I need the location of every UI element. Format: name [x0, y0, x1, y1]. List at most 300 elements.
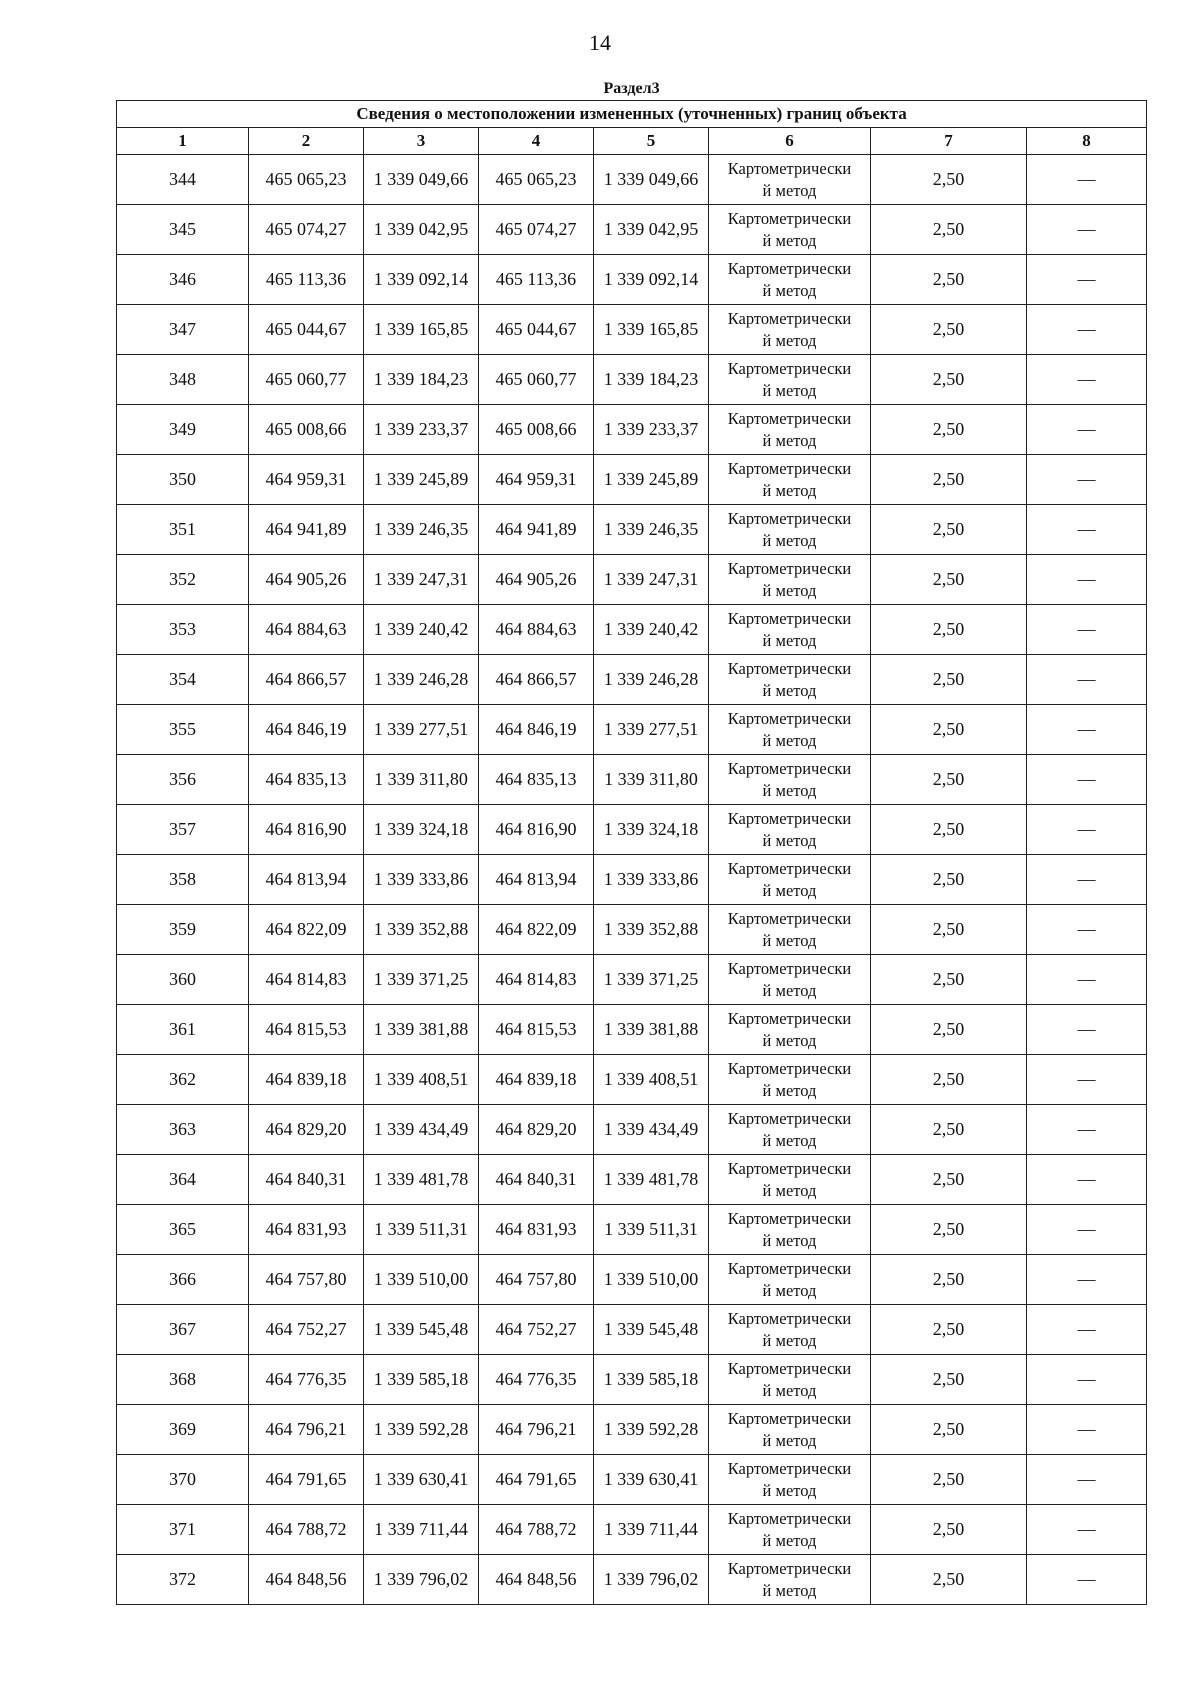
- coordinate-cell: 1 339 333,86: [364, 855, 479, 905]
- method-text-line: й метод: [762, 330, 817, 350]
- coordinate-cell: 1 339 511,31: [364, 1205, 479, 1255]
- empty-mark-cell: —: [1027, 555, 1147, 605]
- coordinate-cell: 1 339 324,18: [594, 805, 709, 855]
- method-cell: [709, 655, 871, 705]
- empty-mark-cell: —: [1027, 605, 1147, 655]
- coordinate-cell: 464 835,13: [479, 755, 594, 805]
- coordinate-cell: 464 840,31: [479, 1155, 594, 1205]
- coordinate-cell: 1 339 510,00: [594, 1255, 709, 1305]
- method-text-line: Картометрически: [727, 758, 852, 778]
- coordinate-cell: 1 339 240,42: [594, 605, 709, 655]
- accuracy-cell: 2,50: [871, 1155, 1027, 1205]
- column-number: 5: [594, 128, 709, 155]
- table-row: [117, 855, 1147, 905]
- table-row: [117, 1055, 1147, 1105]
- coordinate-cell: 1 339 711,44: [364, 1505, 479, 1555]
- table-row: [117, 1005, 1147, 1055]
- empty-mark-cell: —: [1027, 1005, 1147, 1055]
- method-text-line: й метод: [762, 1080, 817, 1100]
- method-text-line: й метод: [762, 380, 817, 400]
- coordinate-cell: 465 044,67: [479, 305, 594, 355]
- method-text-line: Картометрически: [727, 158, 852, 178]
- method-text-line: й метод: [762, 980, 817, 1000]
- coordinate-cell: 1 339 049,66: [364, 155, 479, 205]
- method-text-line: Картометрически: [727, 958, 852, 978]
- method-text-line: й метод: [762, 780, 817, 800]
- accuracy-cell: 2,50: [871, 1055, 1027, 1105]
- coordinate-cell: 465 008,66: [479, 405, 594, 455]
- coordinate-cell: 464 839,18: [249, 1055, 364, 1105]
- coordinate-cell: 1 339 184,23: [594, 355, 709, 405]
- coordinate-cell: 1 339 511,31: [594, 1205, 709, 1255]
- column-number: 7: [871, 128, 1027, 155]
- accuracy-cell: 2,50: [871, 505, 1027, 555]
- accuracy-cell: 2,50: [871, 955, 1027, 1005]
- coordinate-cell: 1 339 277,51: [594, 705, 709, 755]
- coordinate-cell: 1 339 049,66: [594, 155, 709, 205]
- empty-mark-cell: —: [1027, 955, 1147, 1005]
- coordinate-cell: 1 339 245,89: [594, 455, 709, 505]
- accuracy-cell: 2,50: [871, 155, 1027, 205]
- coordinate-cell: 1 339 408,51: [594, 1055, 709, 1105]
- coordinate-cell: 464 815,53: [249, 1005, 364, 1055]
- method-text-line: й метод: [762, 480, 817, 500]
- coordinate-cell: 464 835,13: [249, 755, 364, 805]
- accuracy-cell: 2,50: [871, 605, 1027, 655]
- method-cell: [709, 1305, 871, 1355]
- coordinate-cell: 465 060,77: [479, 355, 594, 405]
- method-cell: [709, 205, 871, 255]
- method-text-line: Картометрически: [727, 1558, 852, 1578]
- coordinate-cell: 1 339 246,28: [364, 655, 479, 705]
- coordinate-cell: 1 339 324,18: [364, 805, 479, 855]
- coordinate-cell: 464 815,53: [479, 1005, 594, 1055]
- accuracy-cell: 2,50: [871, 1355, 1027, 1405]
- method-text-line: й метод: [762, 680, 817, 700]
- table-row: [117, 905, 1147, 955]
- method-text-line: й метод: [762, 530, 817, 550]
- coordinate-cell: 1 339 240,42: [364, 605, 479, 655]
- method-text-line: Картометрически: [727, 308, 852, 328]
- accuracy-cell: 2,50: [871, 255, 1027, 305]
- coordinate-cell: 464 848,56: [249, 1555, 364, 1605]
- coordinate-cell: 464 822,09: [249, 905, 364, 955]
- table-row: [117, 605, 1147, 655]
- table-row: [117, 1205, 1147, 1255]
- coordinate-cell: 464 831,93: [249, 1205, 364, 1255]
- coordinate-cell: 464 866,57: [249, 655, 364, 705]
- point-number-cell: 366: [117, 1255, 249, 1305]
- coordinate-cell: 464 776,35: [479, 1355, 594, 1405]
- method-text-line: Картометрически: [727, 558, 852, 578]
- coordinate-cell: 464 816,90: [479, 805, 594, 855]
- coordinate-cell: 1 339 371,25: [364, 955, 479, 1005]
- point-number-cell: 345: [117, 205, 249, 255]
- accuracy-cell: 2,50: [871, 555, 1027, 605]
- coordinate-cell: 464 829,20: [479, 1105, 594, 1155]
- coordinate-cell: 1 339 434,49: [594, 1105, 709, 1155]
- method-cell: [709, 155, 871, 205]
- point-number-cell: 346: [117, 255, 249, 305]
- coordinate-cell: 1 339 592,28: [594, 1405, 709, 1455]
- method-cell: [709, 255, 871, 305]
- coordinate-cell: 1 339 352,88: [594, 905, 709, 955]
- method-cell: [709, 1555, 871, 1605]
- empty-mark-cell: —: [1027, 1305, 1147, 1355]
- coordinate-cell: 1 339 165,85: [594, 305, 709, 355]
- coordinate-cell: 1 339 042,95: [594, 205, 709, 255]
- coordinate-cell: 1 339 434,49: [364, 1105, 479, 1155]
- coordinate-cell: 464 959,31: [249, 455, 364, 505]
- coordinate-cell: 464 813,94: [479, 855, 594, 905]
- method-text-line: Картометрически: [727, 1108, 852, 1128]
- method-cell: [709, 555, 871, 605]
- accuracy-cell: 2,50: [871, 1555, 1027, 1605]
- column-number-row: [117, 128, 1147, 155]
- coordinate-cell: 1 339 247,31: [594, 555, 709, 605]
- table-row: [117, 955, 1147, 1005]
- empty-mark-cell: —: [1027, 1555, 1147, 1605]
- table-row: [117, 155, 1147, 205]
- point-number-cell: 353: [117, 605, 249, 655]
- method-text-line: Картометрически: [727, 1158, 852, 1178]
- method-text-line: й метод: [762, 230, 817, 250]
- coordinate-cell: 464 905,26: [479, 555, 594, 605]
- coordinate-cell: 464 788,72: [249, 1505, 364, 1555]
- empty-mark-cell: —: [1027, 505, 1147, 555]
- point-number-cell: 355: [117, 705, 249, 755]
- empty-mark-cell: —: [1027, 1355, 1147, 1405]
- coordinate-cell: 1 339 381,88: [364, 1005, 479, 1055]
- point-number-cell: 351: [117, 505, 249, 555]
- empty-mark-cell: —: [1027, 1055, 1147, 1105]
- point-number-cell: 370: [117, 1455, 249, 1505]
- method-text-line: й метод: [762, 630, 817, 650]
- coordinate-cell: 1 339 592,28: [364, 1405, 479, 1455]
- coordinate-cell: 1 339 333,86: [594, 855, 709, 905]
- table-row: [117, 1155, 1147, 1205]
- empty-mark-cell: —: [1027, 755, 1147, 805]
- empty-mark-cell: —: [1027, 405, 1147, 455]
- method-text-line: Картометрически: [727, 908, 852, 928]
- method-text-line: Картометрически: [727, 358, 852, 378]
- empty-mark-cell: —: [1027, 1255, 1147, 1305]
- point-number-cell: 348: [117, 355, 249, 405]
- empty-mark-cell: —: [1027, 905, 1147, 955]
- table-row: [117, 255, 1147, 305]
- table-row: [117, 755, 1147, 805]
- column-number: 2: [249, 128, 364, 155]
- accuracy-cell: 2,50: [871, 355, 1027, 405]
- method-cell: [709, 905, 871, 955]
- point-number-cell: 344: [117, 155, 249, 205]
- empty-mark-cell: —: [1027, 255, 1147, 305]
- accuracy-cell: 2,50: [871, 205, 1027, 255]
- column-number: 4: [479, 128, 594, 155]
- method-cell: [709, 305, 871, 355]
- table-row: [117, 1305, 1147, 1355]
- empty-mark-cell: —: [1027, 205, 1147, 255]
- empty-mark-cell: —: [1027, 455, 1147, 505]
- table-row: [117, 205, 1147, 255]
- coordinate-cell: 1 339 585,18: [594, 1355, 709, 1405]
- method-cell: [709, 1105, 871, 1155]
- method-text-line: Картометрически: [727, 1308, 852, 1328]
- coordinate-cell: 1 339 165,85: [364, 305, 479, 355]
- coordinate-cell: 1 339 371,25: [594, 955, 709, 1005]
- table-row: [117, 555, 1147, 605]
- table-row: [117, 405, 1147, 455]
- point-number-cell: 350: [117, 455, 249, 505]
- coordinate-cell: 464 846,19: [479, 705, 594, 755]
- coordinate-cell: 1 339 510,00: [364, 1255, 479, 1305]
- column-number: 1: [117, 128, 249, 155]
- empty-mark-cell: —: [1027, 705, 1147, 755]
- coordinate-cell: 1 339 545,48: [594, 1305, 709, 1355]
- table-row: [117, 1255, 1147, 1305]
- method-text-line: й метод: [762, 1530, 817, 1550]
- column-number: 3: [364, 128, 479, 155]
- point-number-cell: 356: [117, 755, 249, 805]
- coordinate-cell: 1 339 246,35: [364, 505, 479, 555]
- method-cell: [709, 755, 871, 805]
- method-text-line: Картометрически: [727, 258, 852, 278]
- method-text-line: й метод: [762, 830, 817, 850]
- table-row: [117, 455, 1147, 505]
- accuracy-cell: 2,50: [871, 905, 1027, 955]
- method-text-line: Картометрически: [727, 1208, 852, 1228]
- table-row: [117, 1555, 1147, 1605]
- table-row: [117, 355, 1147, 405]
- coordinate-cell: 1 339 711,44: [594, 1505, 709, 1555]
- coordinate-cell: 465 074,27: [479, 205, 594, 255]
- empty-mark-cell: —: [1027, 805, 1147, 855]
- method-text-line: Картометрически: [727, 1008, 852, 1028]
- method-text-line: й метод: [762, 580, 817, 600]
- point-number-cell: 369: [117, 1405, 249, 1455]
- method-cell: [709, 505, 871, 555]
- coordinate-cell: 464 866,57: [479, 655, 594, 705]
- point-number-cell: 362: [117, 1055, 249, 1105]
- method-text-line: й метод: [762, 1180, 817, 1200]
- method-text-line: й метод: [762, 1230, 817, 1250]
- table-body: [117, 155, 1147, 1605]
- accuracy-cell: 2,50: [871, 755, 1027, 805]
- method-text-line: Картометрически: [727, 208, 852, 228]
- section-title: Раздел3: [603, 80, 660, 97]
- coordinate-cell: 464 822,09: [479, 905, 594, 955]
- coordinate-cell: 1 339 545,48: [364, 1305, 479, 1355]
- coordinate-cell: 1 339 245,89: [364, 455, 479, 505]
- method-text-line: й метод: [762, 930, 817, 950]
- coordinate-cell: 1 339 381,88: [594, 1005, 709, 1055]
- document-sheet: [116, 78, 1146, 1605]
- coordinate-cell: 465 074,27: [249, 205, 364, 255]
- coordinate-cell: 464 846,19: [249, 705, 364, 755]
- empty-mark-cell: —: [1027, 655, 1147, 705]
- coordinate-cell: 1 339 246,35: [594, 505, 709, 555]
- method-text-line: Картометрически: [727, 408, 852, 428]
- column-number: 8: [1027, 128, 1147, 155]
- point-number-cell: 361: [117, 1005, 249, 1055]
- accuracy-cell: 2,50: [871, 1105, 1027, 1155]
- table-row: [117, 1405, 1147, 1455]
- coordinate-cell: 464 813,94: [249, 855, 364, 905]
- coordinate-cell: 464 831,93: [479, 1205, 594, 1255]
- method-cell: [709, 605, 871, 655]
- point-number-cell: 349: [117, 405, 249, 455]
- method-text-line: Картометрически: [727, 1358, 852, 1378]
- coordinate-cell: 464 905,26: [249, 555, 364, 605]
- accuracy-cell: 2,50: [871, 805, 1027, 855]
- coordinate-cell: 1 339 796,02: [364, 1555, 479, 1605]
- coordinate-cell: 464 816,90: [249, 805, 364, 855]
- method-cell: [709, 855, 871, 905]
- coordinate-cell: 465 008,66: [249, 405, 364, 455]
- method-text-line: Картометрически: [727, 458, 852, 478]
- method-cell: [709, 405, 871, 455]
- point-number-cell: 364: [117, 1155, 249, 1205]
- point-number-cell: 352: [117, 555, 249, 605]
- coordinate-cell: 1 339 092,14: [594, 255, 709, 305]
- coordinate-cell: 1 339 233,37: [594, 405, 709, 455]
- point-number-cell: 365: [117, 1205, 249, 1255]
- empty-mark-cell: —: [1027, 1405, 1147, 1455]
- coordinate-cell: 1 339 277,51: [364, 705, 479, 755]
- coordinate-cell: 465 060,77: [249, 355, 364, 405]
- method-text-line: й метод: [762, 430, 817, 450]
- method-text-line: Картометрически: [727, 608, 852, 628]
- accuracy-cell: 2,50: [871, 405, 1027, 455]
- method-cell: [709, 1005, 871, 1055]
- accuracy-cell: 2,50: [871, 1455, 1027, 1505]
- coordinate-cell: 464 796,21: [249, 1405, 364, 1455]
- coordinate-cell: 465 065,23: [479, 155, 594, 205]
- point-number-cell: 372: [117, 1555, 249, 1605]
- method-text-line: Картометрически: [727, 508, 852, 528]
- coordinate-cell: 1 339 408,51: [364, 1055, 479, 1105]
- method-text-line: й метод: [762, 1580, 817, 1600]
- coordinate-cell: 464 959,31: [479, 455, 594, 505]
- page-number: 14: [589, 30, 611, 55]
- point-number-cell: 367: [117, 1305, 249, 1355]
- point-number-cell: 354: [117, 655, 249, 705]
- method-text-line: Картометрически: [727, 1258, 852, 1278]
- coordinate-cell: 464 788,72: [479, 1505, 594, 1555]
- method-text-line: й метод: [762, 1480, 817, 1500]
- accuracy-cell: 2,50: [871, 1305, 1027, 1355]
- coordinate-cell: 1 339 481,78: [364, 1155, 479, 1205]
- table-row: [117, 1105, 1147, 1155]
- coordinate-cell: 1 339 184,23: [364, 355, 479, 405]
- point-number-cell: 368: [117, 1355, 249, 1405]
- method-text-line: Картометрически: [727, 1058, 852, 1078]
- method-text-line: й метод: [762, 1330, 817, 1350]
- coordinate-cell: 1 339 247,31: [364, 555, 479, 605]
- method-cell: [709, 1505, 871, 1555]
- point-number-cell: 358: [117, 855, 249, 905]
- coordinate-cell: 464 791,65: [249, 1455, 364, 1505]
- table-row: [117, 1355, 1147, 1405]
- method-cell: [709, 1205, 871, 1255]
- coordinate-cell: 464 752,27: [249, 1305, 364, 1355]
- coordinate-cell: 1 339 796,02: [594, 1555, 709, 1605]
- coordinate-cell: 1 339 311,80: [364, 755, 479, 805]
- empty-mark-cell: —: [1027, 1105, 1147, 1155]
- method-text-line: й метод: [762, 1280, 817, 1300]
- point-number-cell: 371: [117, 1505, 249, 1555]
- method-text-line: Картометрически: [727, 658, 852, 678]
- empty-mark-cell: —: [1027, 305, 1147, 355]
- method-text-line: Картометрически: [727, 1508, 852, 1528]
- coordinate-cell: 464 796,21: [479, 1405, 594, 1455]
- coordinate-cell: 1 339 042,95: [364, 205, 479, 255]
- coordinate-cell: 464 840,31: [249, 1155, 364, 1205]
- empty-mark-cell: —: [1027, 1455, 1147, 1505]
- method-cell: [709, 355, 871, 405]
- accuracy-cell: 2,50: [871, 705, 1027, 755]
- table-row: [117, 805, 1147, 855]
- method-text-line: й метод: [762, 880, 817, 900]
- table-row: [117, 1505, 1147, 1555]
- method-text-line: Картометрически: [727, 858, 852, 878]
- coordinate-cell: 465 044,67: [249, 305, 364, 355]
- coordinate-cell: 464 941,89: [479, 505, 594, 555]
- coordinate-cell: 464 814,83: [249, 955, 364, 1005]
- table-row: [117, 655, 1147, 705]
- coordinate-cell: 1 339 246,28: [594, 655, 709, 705]
- coordinate-cell: 1 339 352,88: [364, 905, 479, 955]
- coordinate-cell: 1 339 585,18: [364, 1355, 479, 1405]
- method-text-line: Картометрически: [727, 708, 852, 728]
- coordinate-cell: 464 839,18: [479, 1055, 594, 1105]
- coordinate-cell: 464 941,89: [249, 505, 364, 555]
- coordinate-cell: 465 065,23: [249, 155, 364, 205]
- method-text-line: й метод: [762, 1130, 817, 1150]
- method-cell: [709, 1405, 871, 1455]
- accuracy-cell: 2,50: [871, 1505, 1027, 1555]
- coordinate-cell: 464 848,56: [479, 1555, 594, 1605]
- empty-mark-cell: —: [1027, 355, 1147, 405]
- accuracy-cell: 2,50: [871, 1205, 1027, 1255]
- method-text-line: Картометрически: [727, 808, 852, 828]
- accuracy-cell: 2,50: [871, 655, 1027, 705]
- table-row: [117, 305, 1147, 355]
- point-number-cell: 357: [117, 805, 249, 855]
- method-cell: [709, 955, 871, 1005]
- coordinate-cell: 464 791,65: [479, 1455, 594, 1505]
- coordinate-cell: 1 339 311,80: [594, 755, 709, 805]
- method-cell: [709, 1355, 871, 1405]
- method-text-line: Картометрически: [727, 1458, 852, 1478]
- method-text-line: й метод: [762, 280, 817, 300]
- method-cell: [709, 705, 871, 755]
- point-number-cell: 360: [117, 955, 249, 1005]
- empty-mark-cell: —: [1027, 855, 1147, 905]
- coordinate-cell: 1 339 630,41: [364, 1455, 479, 1505]
- empty-mark-cell: —: [1027, 1505, 1147, 1555]
- coordinate-cell: 465 113,36: [249, 255, 364, 305]
- method-cell: [709, 805, 871, 855]
- coordinate-cell: 464 757,80: [479, 1255, 594, 1305]
- boundary-coordinates-table: [116, 78, 1147, 1605]
- table-row: [117, 705, 1147, 755]
- coordinate-cell: 1 339 630,41: [594, 1455, 709, 1505]
- point-number-cell: 363: [117, 1105, 249, 1155]
- method-cell: [709, 1455, 871, 1505]
- accuracy-cell: 2,50: [871, 1405, 1027, 1455]
- coordinate-cell: 465 113,36: [479, 255, 594, 305]
